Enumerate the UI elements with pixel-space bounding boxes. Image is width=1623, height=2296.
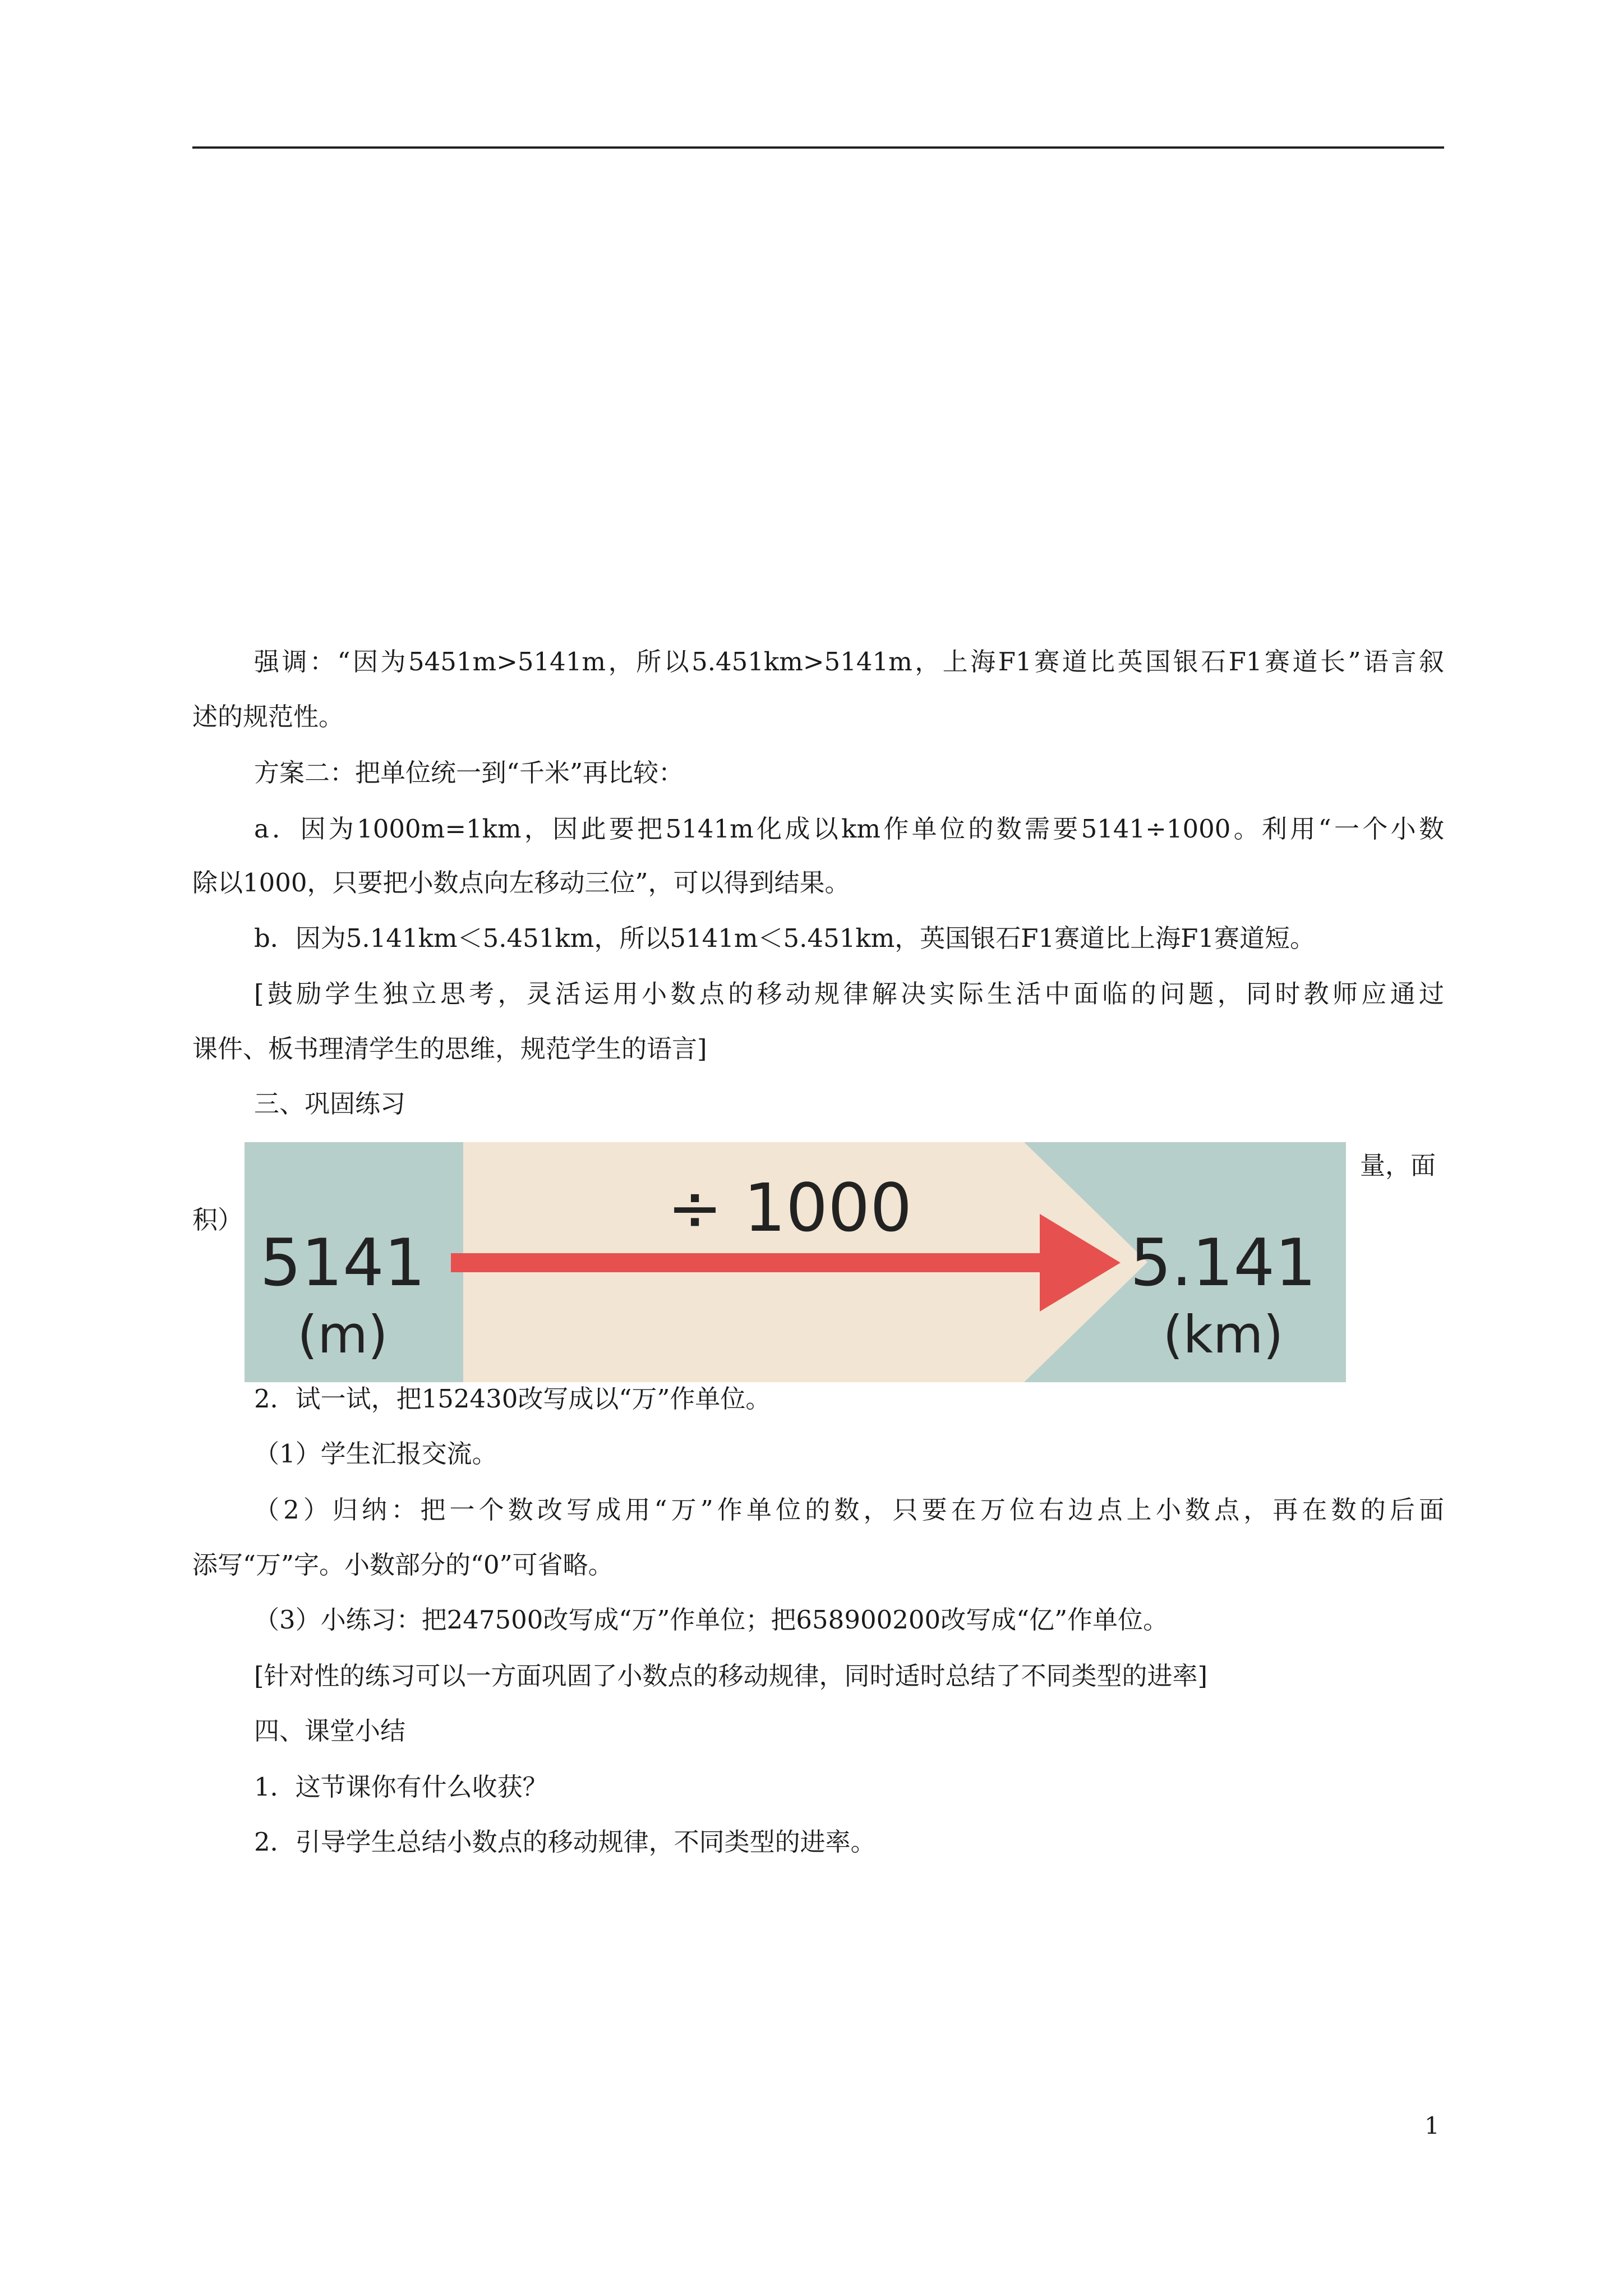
list-item-guide: 2．引导学生总结小数点的移动规律，不同类型的进率。 bbox=[254, 1827, 876, 1857]
arrow-shaft bbox=[451, 1253, 1046, 1272]
paragraph-small-exercise: （3）小练习：把247500改写成“万”作单位；把658900200改写成“亿”作单位。 bbox=[254, 1605, 1169, 1635]
side-text-left: 积） bbox=[192, 1205, 243, 1235]
paragraph-exercise-note: [针对性的练习可以一方面巩固了小数点的移动规律，同时适时总结了不同类型的进率] bbox=[254, 1661, 1208, 1691]
left-unit: (m) bbox=[297, 1305, 388, 1365]
paragraph-step-a: a．因为1000m=1km，因此要把5141m化成以km作单位的数需要5141÷1000。利用“一个小数 bbox=[254, 814, 1444, 844]
paragraph-step-b: b．因为5.141km＜5.451km，所以5141m＜5.451km，英国银石F1赛道比上海F1赛道短。 bbox=[254, 923, 1316, 953]
section-heading-summary: 四、课堂小结 bbox=[254, 1716, 406, 1746]
left-value: 5141 bbox=[260, 1225, 426, 1301]
paragraph-try-it: 2．试一试，把152430改写成以“万”作单位。 bbox=[254, 1384, 771, 1414]
paragraph-report: （1）学生汇报交流。 bbox=[254, 1439, 497, 1469]
list-item-gains: 1．这节课你有什么收获？ bbox=[254, 1772, 548, 1802]
right-unit: (km) bbox=[1163, 1305, 1284, 1365]
paragraph-emphasis-cont: 述的规范性。 bbox=[192, 702, 344, 731]
division-label: ÷ 1000 bbox=[667, 1169, 912, 1246]
side-text-right: 量，面 bbox=[1360, 1151, 1436, 1180]
paragraph-teacher-note-cont: 课件、板书理清学生的思维，规范学生的语言] bbox=[192, 1034, 707, 1064]
section-heading-practice: 三、巩固练习 bbox=[254, 1089, 406, 1119]
paragraph-teacher-note: [鼓励学生独立思考，灵活运用小数点的移动规律解决实际生活中面临的问题，同时教师应通过 bbox=[254, 979, 1444, 1009]
conversion-figure bbox=[245, 1142, 1346, 1382]
page-number: 1 bbox=[1424, 2112, 1440, 2139]
paragraph-emphasis: 强调：“因为5451m>5141m，所以5.451km>5141m，上海F1赛道比英国银石F1赛道长”语言叙 bbox=[254, 647, 1444, 677]
paragraph-summary-rule-cont: 添写“万”字。小数部分的“0”可省略。 bbox=[192, 1550, 614, 1580]
paragraph-summary-rule: （2）归纳：把一个数改写成用“万”作单位的数，只要在万位右边点上小数点，再在数的后面 bbox=[254, 1495, 1444, 1525]
paragraph-step-a-cont: 除以1000，只要把小数点向左移动三位”，可以得到结果。 bbox=[192, 868, 850, 898]
header-rule bbox=[192, 146, 1444, 149]
right-value: 5.141 bbox=[1129, 1225, 1317, 1301]
paragraph-plan-two: 方案二：把单位统一到“千米”再比较： bbox=[254, 758, 684, 788]
